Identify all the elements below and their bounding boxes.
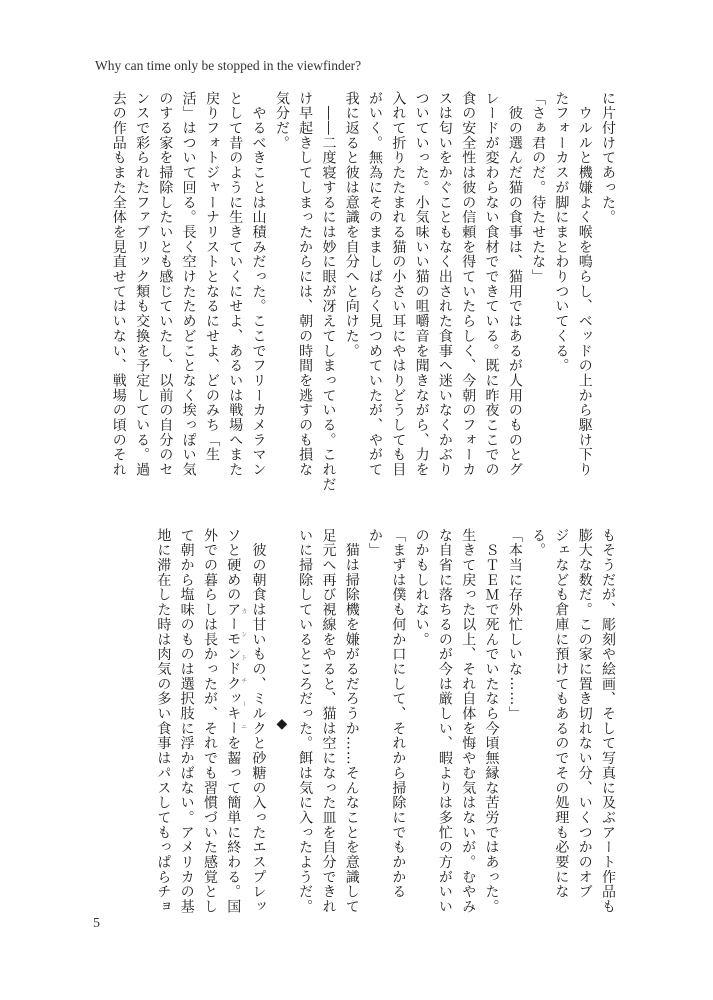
text-column: 「本当に存外忙しいな……」 xyxy=(506,528,523,722)
text-column: レードが変わらない食材でできている。既に昨夜ここでの xyxy=(483,91,500,478)
text-column: 足元へ再び視線をやると、猫は空になった皿を自分できれ xyxy=(320,528,337,915)
text-column: いに掃除しているところだった。餌は気に入ったようだ。 xyxy=(297,528,314,915)
running-header: Why can time only be stopped in the viewfinder? xyxy=(95,58,362,73)
text-column: 生きて戻った以上、それ自体を悔やむ気はないが。むやみ xyxy=(460,528,477,915)
text-column: スは匂いをかぐこともなく出された食事へ迷いなくかぶり xyxy=(436,91,453,478)
text-column: のする家を掃除したいとも感じていたし、以前の自分のセ xyxy=(157,91,174,478)
text-segment: を齧って簡単に終わる。国 xyxy=(225,735,242,915)
text-column: 膨大な数だ。この家に置き切れない分、いくつかのオブ xyxy=(576,528,593,900)
text-column: 活」はついて回る。長く空けたためどことなく埃っぽい気 xyxy=(180,91,197,478)
text-column: として昔のように生きていくにせよ、あるいは戦場へまた xyxy=(227,91,244,478)
text-column: に片付けてあった。 xyxy=(600,91,616,225)
text-column: 戻りフォトジャーナリストとなるにせよ、どのみち「生 xyxy=(203,91,220,463)
text-column: て朝から塩味のものは選択肢に浮かばない。アメリカの基 xyxy=(178,528,195,915)
text-column: け早起きしてしまったからには、朝の時間を逃すのも損な xyxy=(297,91,314,478)
text-column: ＳＴＥＭで死んでいたなら今頃無縁な苦労ではあった。 xyxy=(483,528,500,915)
text-column: か」 xyxy=(367,528,384,558)
text-column: もそうだが、彫刻や絵画、そして写真に及ぶアート作品も xyxy=(600,528,616,915)
text-column: 「さぁ君のだ。待たせたな」 xyxy=(530,91,547,285)
text-column: 「まずは僕も何か口にして、それから掃除にでもかかる xyxy=(390,528,407,900)
text-column: ウルルと機嫌よく喉を鳴らし、ベッドの上から駆け下り xyxy=(576,91,593,478)
text-column: 外での暮らしは長かったが、それでも習慣づいた感覚とし xyxy=(201,528,218,915)
text-column: な自省に落ちるのが今は厳しい、暇よりは多忙の方がいい xyxy=(436,528,453,915)
text-column: のかもしれない。 xyxy=(413,528,430,647)
text-segment: ソと硬めの xyxy=(225,528,242,603)
text-column: る。 xyxy=(530,528,547,558)
text-column: 彼の朝食は甘いもの、ミルクと砂糖の入ったエスプレッ xyxy=(250,528,267,915)
ruby-text: カントチーニ xyxy=(239,602,247,736)
page-number: 5 xyxy=(93,916,100,931)
text-column: やるべきことは山積みだった。ここでフリーカメラマン xyxy=(250,91,267,478)
text-column: たフォーカスが脚にまとわりついてくる。 xyxy=(553,91,570,374)
upper-text-block xyxy=(106,91,619,492)
text-column: 猫は掃除機を嫌がるだろうか……そんなことを意識して xyxy=(343,528,360,915)
text-column: 食の安全性は彼の信頼を得ていたらしく、今朝のフォーカ xyxy=(460,91,477,478)
text-column: 入れて折りたたまれる猫の小さい耳にやはりどうしても目 xyxy=(390,91,407,478)
text-column: 彼の選んだ猫の食事は、猫用ではあるが人用のものとグ xyxy=(506,91,523,478)
text-column: 我に返ると彼は意識を自分へと向けた。 xyxy=(343,91,360,359)
text-column: ジェなども倉庫に預けてもあるのでその処理も必要にな xyxy=(553,528,570,900)
ruby-base: アーモンドクッキー xyxy=(225,602,242,736)
text-column: 気分だ。 xyxy=(273,91,290,151)
text-column: 地に滞在した時は肉気の多い食事はパスしてもっぱらチョ xyxy=(155,528,172,915)
section-break-diamond: ◆ xyxy=(273,715,290,733)
text-column: 去の作品もまた全体を見直せてはいない、戦場の頃のそれ xyxy=(110,91,127,478)
ruby-annotation xyxy=(225,602,247,736)
text-column: がいく。無為にそのまましばらく見つめていたが、やがて xyxy=(367,91,384,478)
lower-text-block xyxy=(151,528,619,920)
text-column xyxy=(221,528,246,920)
text-column: ンスで彩られたファブリック類も交換を予定している。過 xyxy=(134,91,151,478)
text-column: ――二度寝するには妙に眼が冴えてしまっている。これだ xyxy=(320,91,337,492)
text-column: ついていった。小気味いい猫の咀嚼音を聞きながら、力を xyxy=(413,91,430,478)
